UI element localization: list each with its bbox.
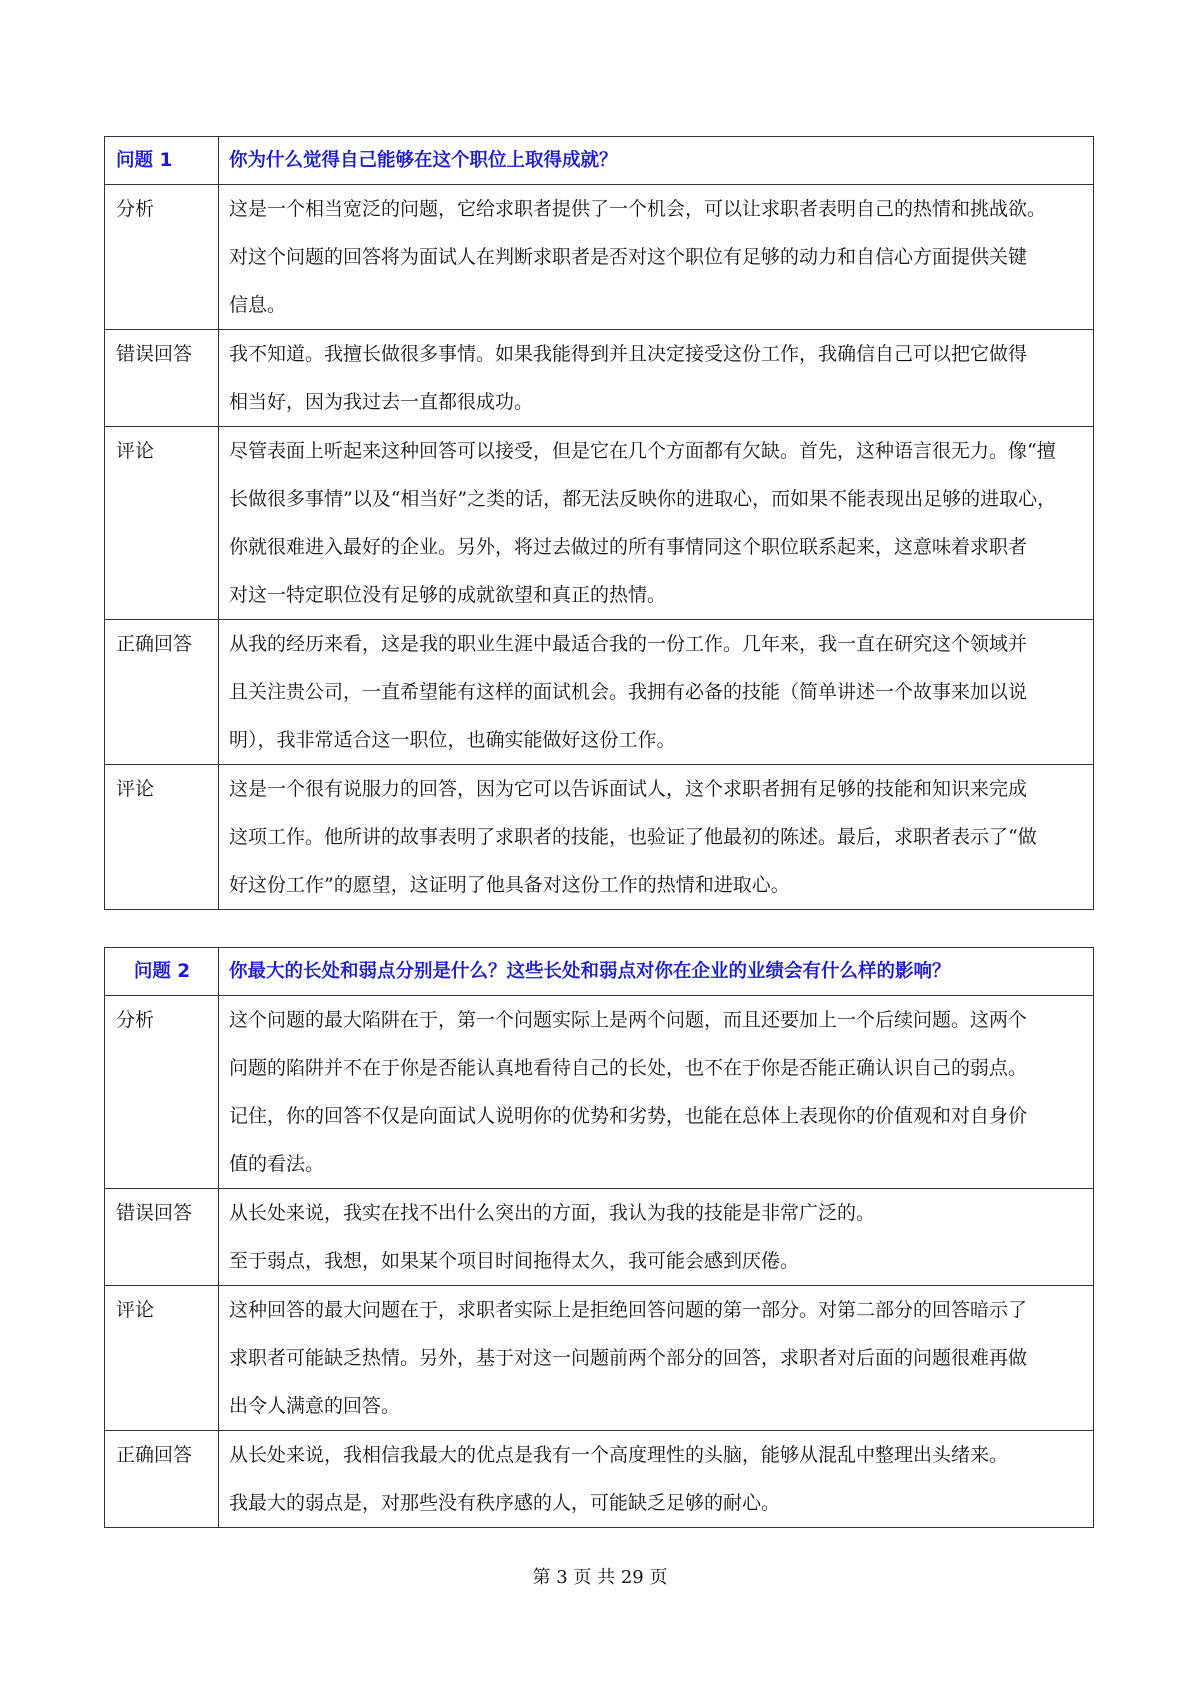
content-line: 求职者可能缺乏热情。另外，基于对这一问题前两个部分的回答，求职者对后面的问题很难再做 [229,1347,1028,1369]
answer-row [105,1286,1094,1431]
content-line: 从我的经历来看，这是我的职业生涯中最适合我的一份工作。几年来，我一直在研究这个领域并 [229,633,1028,655]
row-content [219,765,1094,910]
content-line: 相当好，因为我过去一直都很成功。 [229,391,534,413]
content-line: 从长处来说，我实在找不出什么突出的方面，我认为我的技能是非常广泛的。 [229,1202,876,1224]
row-label: 正确回答 [105,620,219,765]
question-header-row [105,137,1094,185]
row-content [219,427,1094,620]
answer-row [105,1189,1094,1286]
row-content [219,330,1094,427]
row-content [219,1189,1094,1286]
row-label: 错误回答 [105,1189,219,1286]
answer-row [105,427,1094,620]
question-table-1 [104,136,1094,910]
row-content [219,1431,1094,1528]
content-line: 这个问题的最大陷阱在于，第一个问题实际上是两个问题，而且还要加上一个后续问题。这两个 [229,1009,1028,1031]
row-label: 评论 [105,1286,219,1431]
question-number: 问题 1 [105,137,219,185]
content-line: 我最大的弱点是，对那些没有秩序感的人，可能缺乏足够的耐心。 [229,1492,781,1514]
content-line: 至于弱点，我想，如果某个项目时间拖得太久，我可能会感到厌倦。 [229,1250,800,1272]
row-label: 分析 [105,996,219,1189]
row-content [219,185,1094,330]
row-label: 评论 [105,765,219,910]
content-line: 尽管表面上听起来这种回答可以接受，但是它在几个方面都有欠缺。首先，这种语言很无力。像“擅 [229,440,1056,462]
content-line: 明），我非常适合这一职位，也确实能做好这份工作。 [229,729,676,751]
row-content [219,996,1094,1189]
content-line: 我不知道。我擅长做很多事情。如果我能得到并且决定接受这份工作，我确信自己可以把它做得 [229,343,1028,365]
content-line: 出令人满意的回答。 [229,1395,401,1417]
question-header-row [105,948,1094,996]
answer-row [105,330,1094,427]
question-table-2 [104,947,1094,1528]
content-line: 这是一个相当宽泛的问题，它给求职者提供了一个机会，可以让求职者表明自己的热情和挑战欲。 [229,198,1047,220]
row-content [219,1286,1094,1431]
content-line: 问题的陷阱并不在于你是否能认真地看待自己的长处，也不在于你是否能正确认识自己的弱点。 [229,1057,1028,1079]
content-line: 记住，你的回答不仅是向面试人说明你的优势和劣势，也能在总体上表现你的价值观和对自身价 [229,1105,1028,1127]
row-label: 错误回答 [105,330,219,427]
row-label: 分析 [105,185,219,330]
content-line: 信息。 [229,294,287,316]
page-footer: 第 3 页 共 29 页 [532,1567,668,1588]
content-line: 你就很难进入最好的企业。另外，将过去做过的所有事情同这个职位联系起来，这意味着求职者 [229,536,1028,558]
content-line: 这项工作。他所讲的故事表明了求职者的技能，也验证了他最初的陈述。最后，求职者表示了“做 [229,826,1037,848]
question-title: 你为什么觉得自己能够在这个职位上取得成就？ [219,137,1094,185]
content-line: 从长处来说，我相信我最大的优点是我有一个高度理性的头脑，能够从混乱中整理出头绪来。 [229,1444,1009,1466]
content-line: 对这个问题的回答将为面试人在判断求职者是否对这个职位有足够的动力和自信心方面提供关键 [229,246,1028,268]
content-line: 这是一个很有说服力的回答，因为它可以告诉面试人，这个求职者拥有足够的技能和知识来完成 [229,778,1028,800]
question-title: 你最大的长处和弱点分别是什么？这些长处和弱点对你在企业的业绩会有什么样的影响？ [219,948,1094,996]
content-line: 且关注贵公司，一直希望能有这样的面试机会。我拥有必备的技能（简单讲述一个故事来加以说 [229,681,1028,703]
answer-row [105,996,1094,1189]
row-content [219,620,1094,765]
answer-row [105,765,1094,910]
content-line: 这种回答的最大问题在于，求职者实际上是拒绝回答问题的第一部分。对第二部分的回答暗示了 [229,1299,1028,1321]
answer-row [105,1431,1094,1528]
content-line: 长做很多事情”以及“相当好”之类的话，都无法反映你的进取心，而如果不能表现出足够的进取心， [229,488,1057,510]
content-line: 好这份工作”的愿望，这证明了他具备对这份工作的热情和进取心。 [229,874,790,896]
answer-row [105,185,1094,330]
row-label: 评论 [105,427,219,620]
question-number: 问题 2 [105,948,219,996]
row-label: 正确回答 [105,1431,219,1528]
content-line: 值的看法。 [229,1153,325,1175]
content-line: 对这一特定职位没有足够的成就欲望和真正的热情。 [229,584,667,606]
answer-row [105,620,1094,765]
